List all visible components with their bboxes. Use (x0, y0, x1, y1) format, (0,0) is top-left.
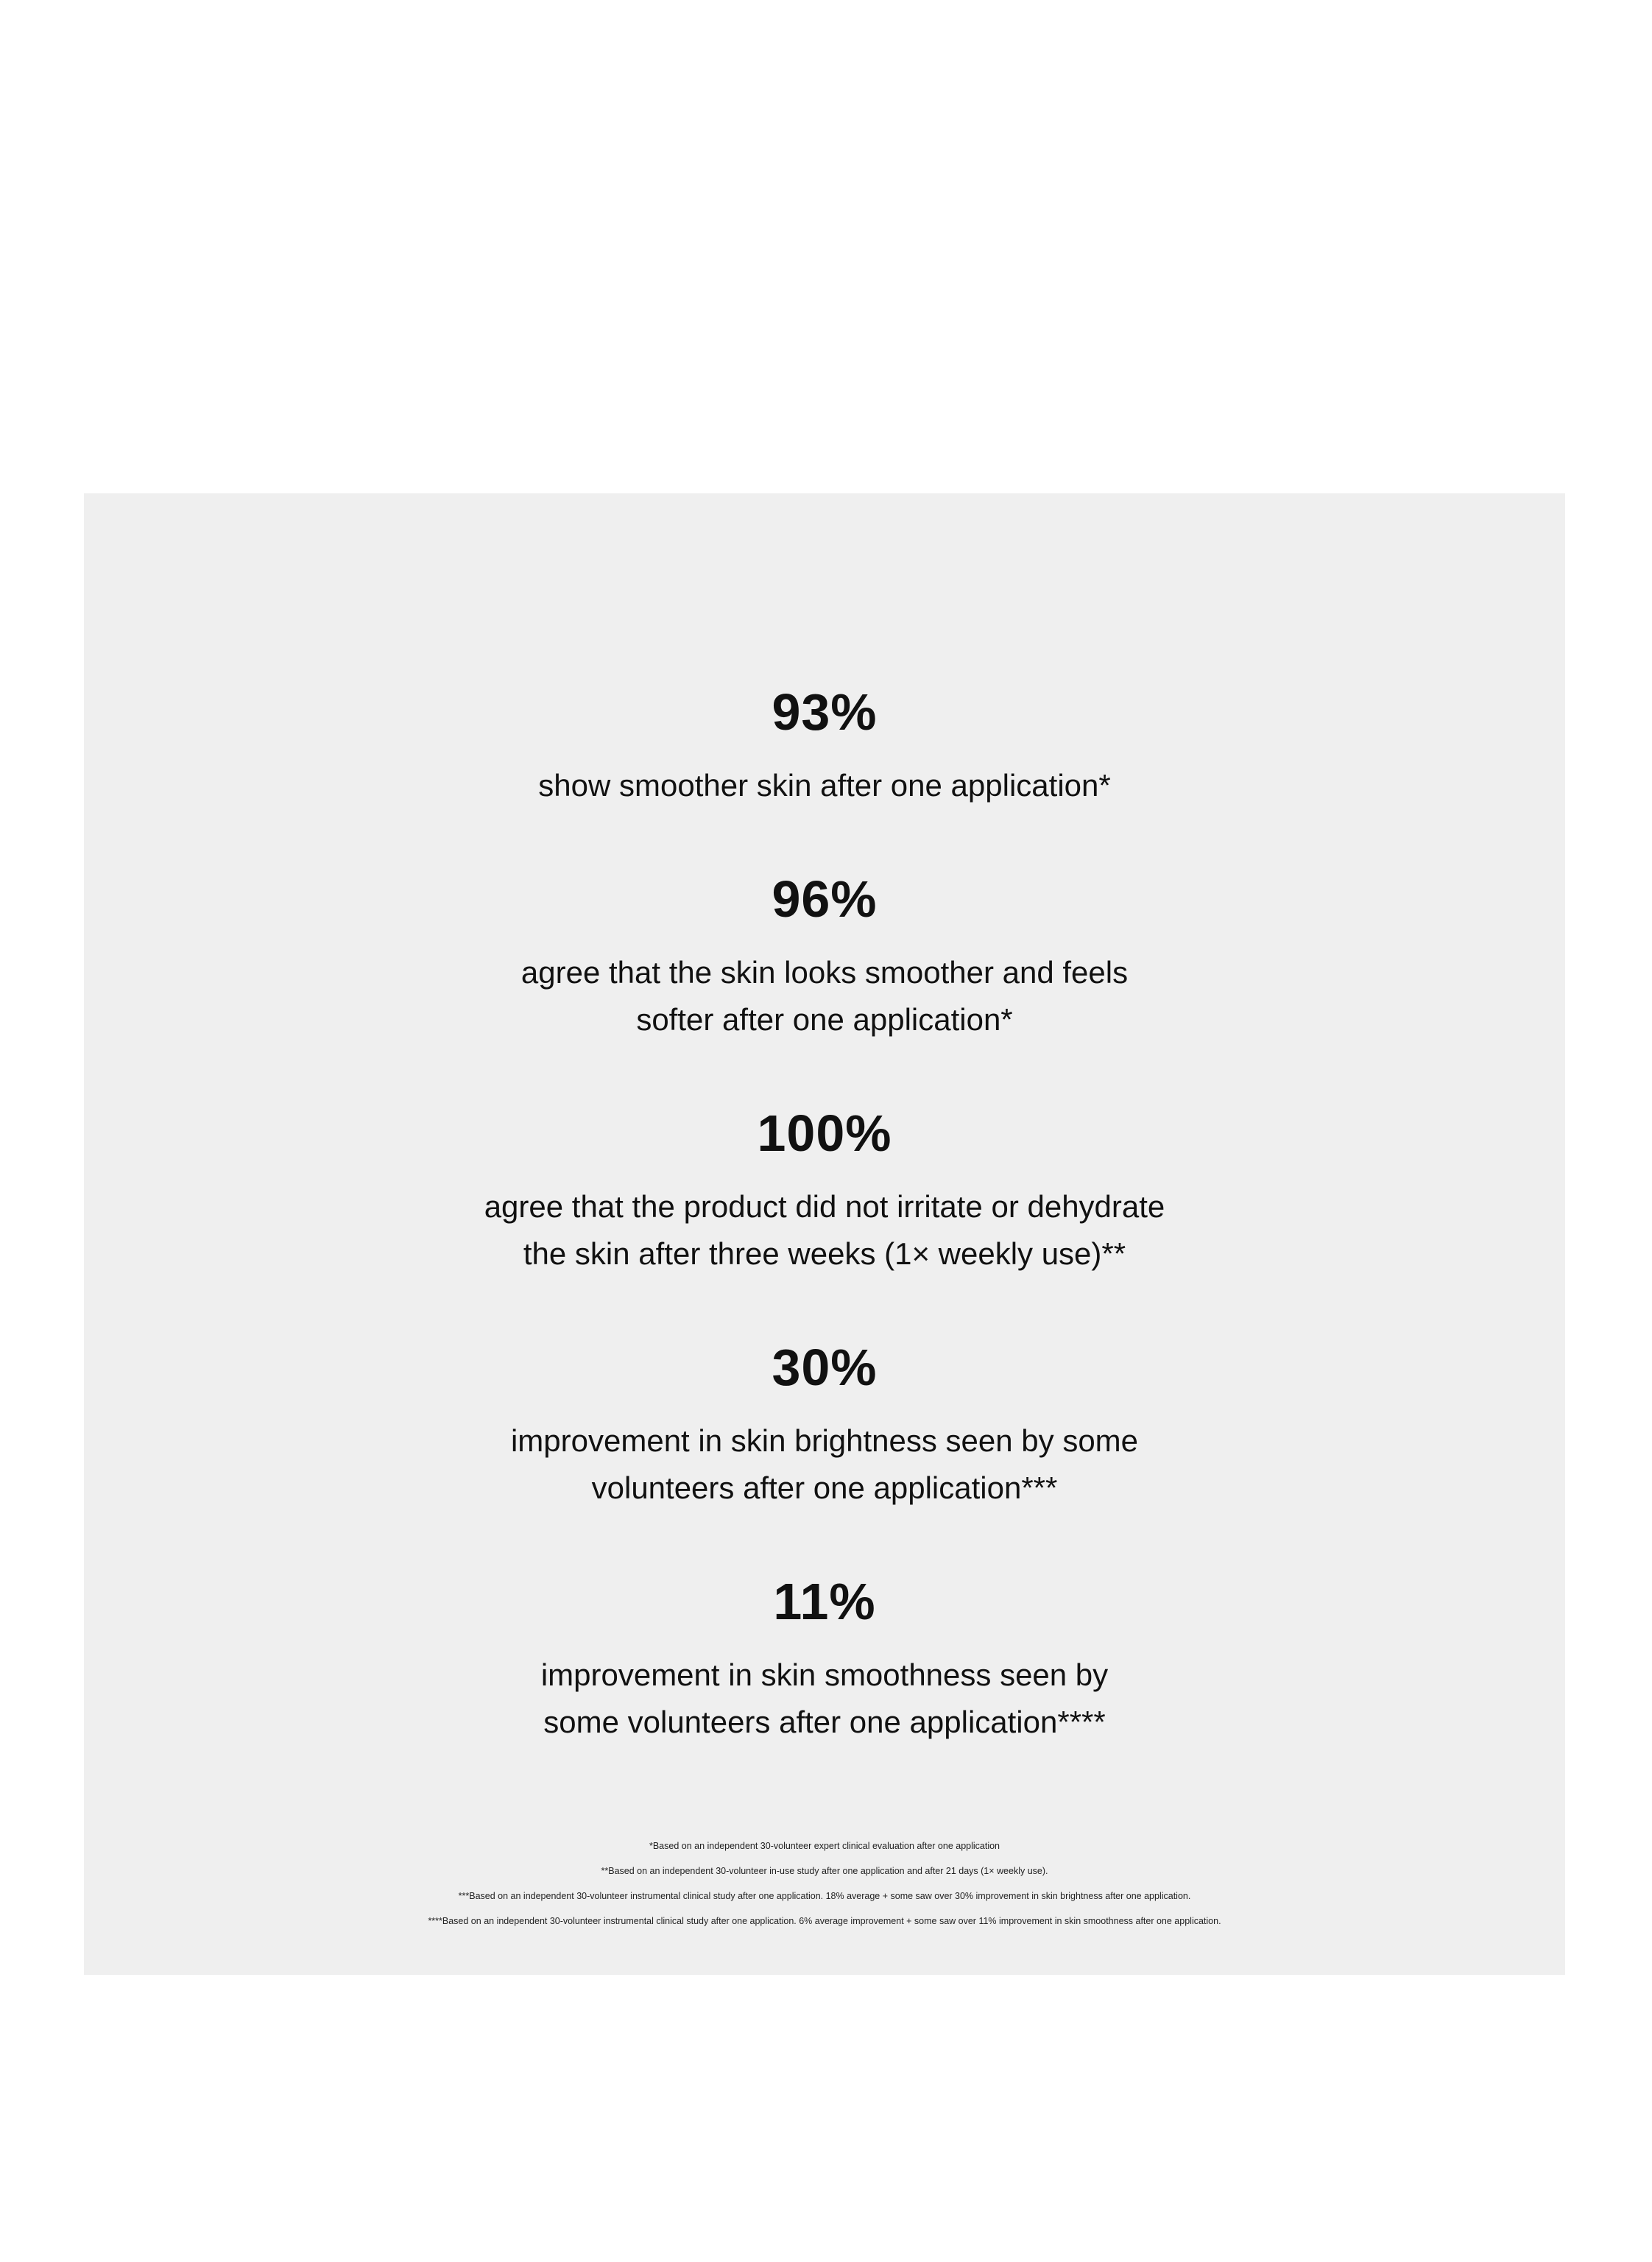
stat-item (84, 1336, 1565, 1512)
stat-description: agree that the product did not irritate or dehydrate the skin after three weeks (1× weekly use)** (484, 1189, 1165, 1271)
claims-panel (84, 493, 1565, 1975)
stat-description: agree that the skin looks smoother and feels softer after one application* (520, 955, 1129, 1037)
stat-item (84, 1102, 1565, 1278)
stat-description: improvement in skin brightness seen by some volunteers after one application*** (510, 1423, 1139, 1505)
stats-list (84, 681, 1565, 1805)
stat-value: 11% (773, 1573, 876, 1630)
footnote: *Based on an independent 30-volunteer expert clinical evaluation after one application (649, 1841, 1000, 1851)
footnote: **Based on an independent 30-volunteer in-use study after one application and after 21 days (1× weekly use). (601, 1866, 1048, 1876)
stat-item (84, 1571, 1565, 1746)
stat-description: improvement in skin smoothness seen by some volunteers after one application**** (540, 1657, 1109, 1739)
stat-value: 100% (757, 1104, 892, 1162)
footnotes (84, 1833, 1565, 1934)
stat-value: 96% (772, 870, 878, 928)
stat-description: show smoother skin after one application* (538, 768, 1111, 803)
stat-item (84, 868, 1565, 1043)
stat-value: 93% (772, 683, 878, 741)
stat-value: 30% (772, 1339, 878, 1396)
footnote: ***Based on an independent 30-volunteer instrumental clinical study after one application. 18% average + some saw over 30% improvement in skin brightness after one application. (458, 1891, 1191, 1901)
footnote: ****Based on an independent 30-volunteer instrumental clinical study after one application. 6% average improvement + some saw over 11% improvement in skin smoothness after one application. (428, 1916, 1221, 1926)
stat-item (84, 681, 1565, 809)
